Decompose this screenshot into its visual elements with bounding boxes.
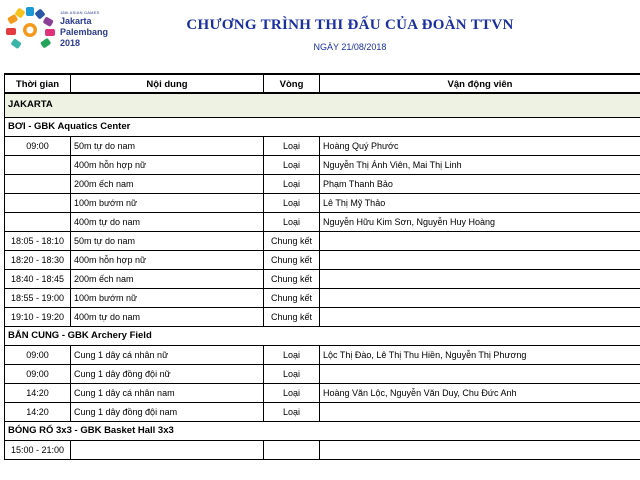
athlete-cell: [319, 403, 640, 421]
athlete-cell: [319, 441, 640, 459]
column-header-content: Nội dung: [70, 75, 263, 92]
round-cell: Chung kết: [263, 289, 319, 307]
event-cell: 200m ếch nam: [70, 270, 263, 288]
time-cell: 19:10 - 19:20: [4, 308, 70, 326]
venue-name: BÓNG RỔ 3x3 - GBK Basket Hall 3x3: [4, 422, 640, 440]
athlete-cell: [319, 251, 640, 269]
event-cell: 400m tự do nam: [70, 213, 263, 231]
athlete-cell: [319, 365, 640, 383]
table-row: [4, 175, 640, 194]
round-cell: Loại: [263, 365, 319, 383]
time-cell: 18:05 - 18:10: [4, 232, 70, 250]
time-cell: [4, 156, 70, 174]
column-header-time: Thời gian: [4, 75, 70, 92]
round-cell: [263, 441, 319, 459]
event-cell: Cung 1 dây đồng đội nữ: [70, 365, 263, 383]
table-row: [4, 213, 640, 232]
round-cell: Chung kết: [263, 232, 319, 250]
schedule-table: [4, 73, 640, 460]
venue-row-swimming: [4, 118, 640, 137]
table-row: [4, 137, 640, 156]
event-cell: 50m tự do nam: [70, 137, 263, 155]
time-cell: 14:20: [4, 384, 70, 402]
table-row: [4, 384, 640, 403]
athlete-cell: Hoàng Quý Phước: [319, 137, 640, 155]
time-cell: 15:00 - 21:00: [4, 441, 70, 459]
event-cell: 100m bướm nữ: [70, 194, 263, 212]
athlete-cell: [319, 289, 640, 307]
asian-games-logo: [4, 6, 122, 58]
logo-city-palembang: Palembang: [60, 27, 109, 37]
athlete-cell: Hoàng Văn Lộc, Nguyễn Văn Duy, Chu Đức Anh: [319, 384, 640, 402]
athlete-cell: Nguyễn Thị Ánh Viên, Mai Thị Linh: [319, 156, 640, 174]
athlete-cell: Nguyễn Hữu Kim Sơn, Nguyễn Huy Hoàng: [319, 213, 640, 231]
round-cell: Loại: [263, 175, 319, 193]
athlete-cell: Lộc Thị Đào, Lê Thị Thu Hiền, Nguyễn Thị Phương: [319, 346, 640, 364]
venue-row-basketball: [4, 422, 640, 441]
venue-name: BƠI - GBK Aquatics Center: [4, 118, 640, 136]
round-cell: Chung kết: [263, 270, 319, 288]
event-cell: [70, 441, 263, 459]
time-cell: 09:00: [4, 137, 70, 155]
event-cell: Cung 1 dây cá nhân nữ: [70, 346, 263, 364]
time-cell: 09:00: [4, 365, 70, 383]
time-cell: 18:40 - 18:45: [4, 270, 70, 288]
table-row: [4, 365, 640, 384]
athlete-cell: Lê Thị Mỹ Thảo: [319, 194, 640, 212]
table-row: [4, 441, 640, 460]
table-row: [4, 270, 640, 289]
table-row: [4, 308, 640, 327]
athlete-cell: [319, 270, 640, 288]
athlete-cell: [319, 308, 640, 326]
round-cell: Loại: [263, 346, 319, 364]
page-title: CHƯƠNG TRÌNH THI ĐẤU CỦA ĐOÀN TTVN: [186, 17, 514, 33]
round-cell: Loại: [263, 213, 319, 231]
round-cell: Chung kết: [263, 251, 319, 269]
time-cell: 14:20: [4, 403, 70, 421]
round-cell: Chung kết: [263, 308, 319, 326]
round-cell: Loại: [263, 137, 319, 155]
event-cell: 400m hỗn hợp nữ: [70, 251, 263, 269]
event-cell: 400m hỗn hợp nữ: [70, 156, 263, 174]
event-cell: 200m ếch nam: [70, 175, 263, 193]
table-row: [4, 232, 640, 251]
column-header-athlete: Vận động viên: [319, 75, 640, 92]
event-cell: 400m tự do nam: [70, 308, 263, 326]
time-cell: [4, 213, 70, 231]
event-cell: 100m bướm nữ: [70, 289, 263, 307]
event-cell: Cung 1 dây cá nhân nam: [70, 384, 263, 402]
time-cell: [4, 194, 70, 212]
time-cell: [4, 175, 70, 193]
logo-city-jakarta: Jakarta: [60, 16, 92, 26]
venue-name: BẮN CUNG - GBK Archery Field: [4, 327, 640, 345]
table-row: [4, 346, 640, 365]
table-row: [4, 403, 640, 422]
column-header-round: Vòng: [263, 75, 319, 92]
table-header-row: [4, 73, 640, 94]
round-cell: Loại: [263, 384, 319, 402]
schedule-date: NGÀY 21/08/2018: [313, 42, 387, 52]
logo-games-text: 18th ASIAN GAMES: [60, 10, 100, 15]
athlete-cell: [319, 232, 640, 250]
athlete-cell: Phạm Thanh Bảo: [319, 175, 640, 193]
table-row: [4, 156, 640, 175]
event-cell: Cung 1 dây đồng đội nam: [70, 403, 263, 421]
time-cell: 18:55 - 19:00: [4, 289, 70, 307]
time-cell: 09:00: [4, 346, 70, 364]
table-row: [4, 251, 640, 270]
city-name: JAKARTA: [4, 94, 640, 117]
venue-row-archery: [4, 327, 640, 346]
round-cell: Loại: [263, 194, 319, 212]
asian-games-emblem-icon: [4, 6, 58, 58]
time-cell: 18:20 - 18:30: [4, 251, 70, 269]
logo-year: 2018: [60, 38, 81, 48]
table-row: [4, 289, 640, 308]
round-cell: Loại: [263, 403, 319, 421]
event-cell: 50m tự do nam: [70, 232, 263, 250]
table-row: [4, 194, 640, 213]
city-row: [4, 94, 640, 118]
round-cell: Loại: [263, 156, 319, 174]
